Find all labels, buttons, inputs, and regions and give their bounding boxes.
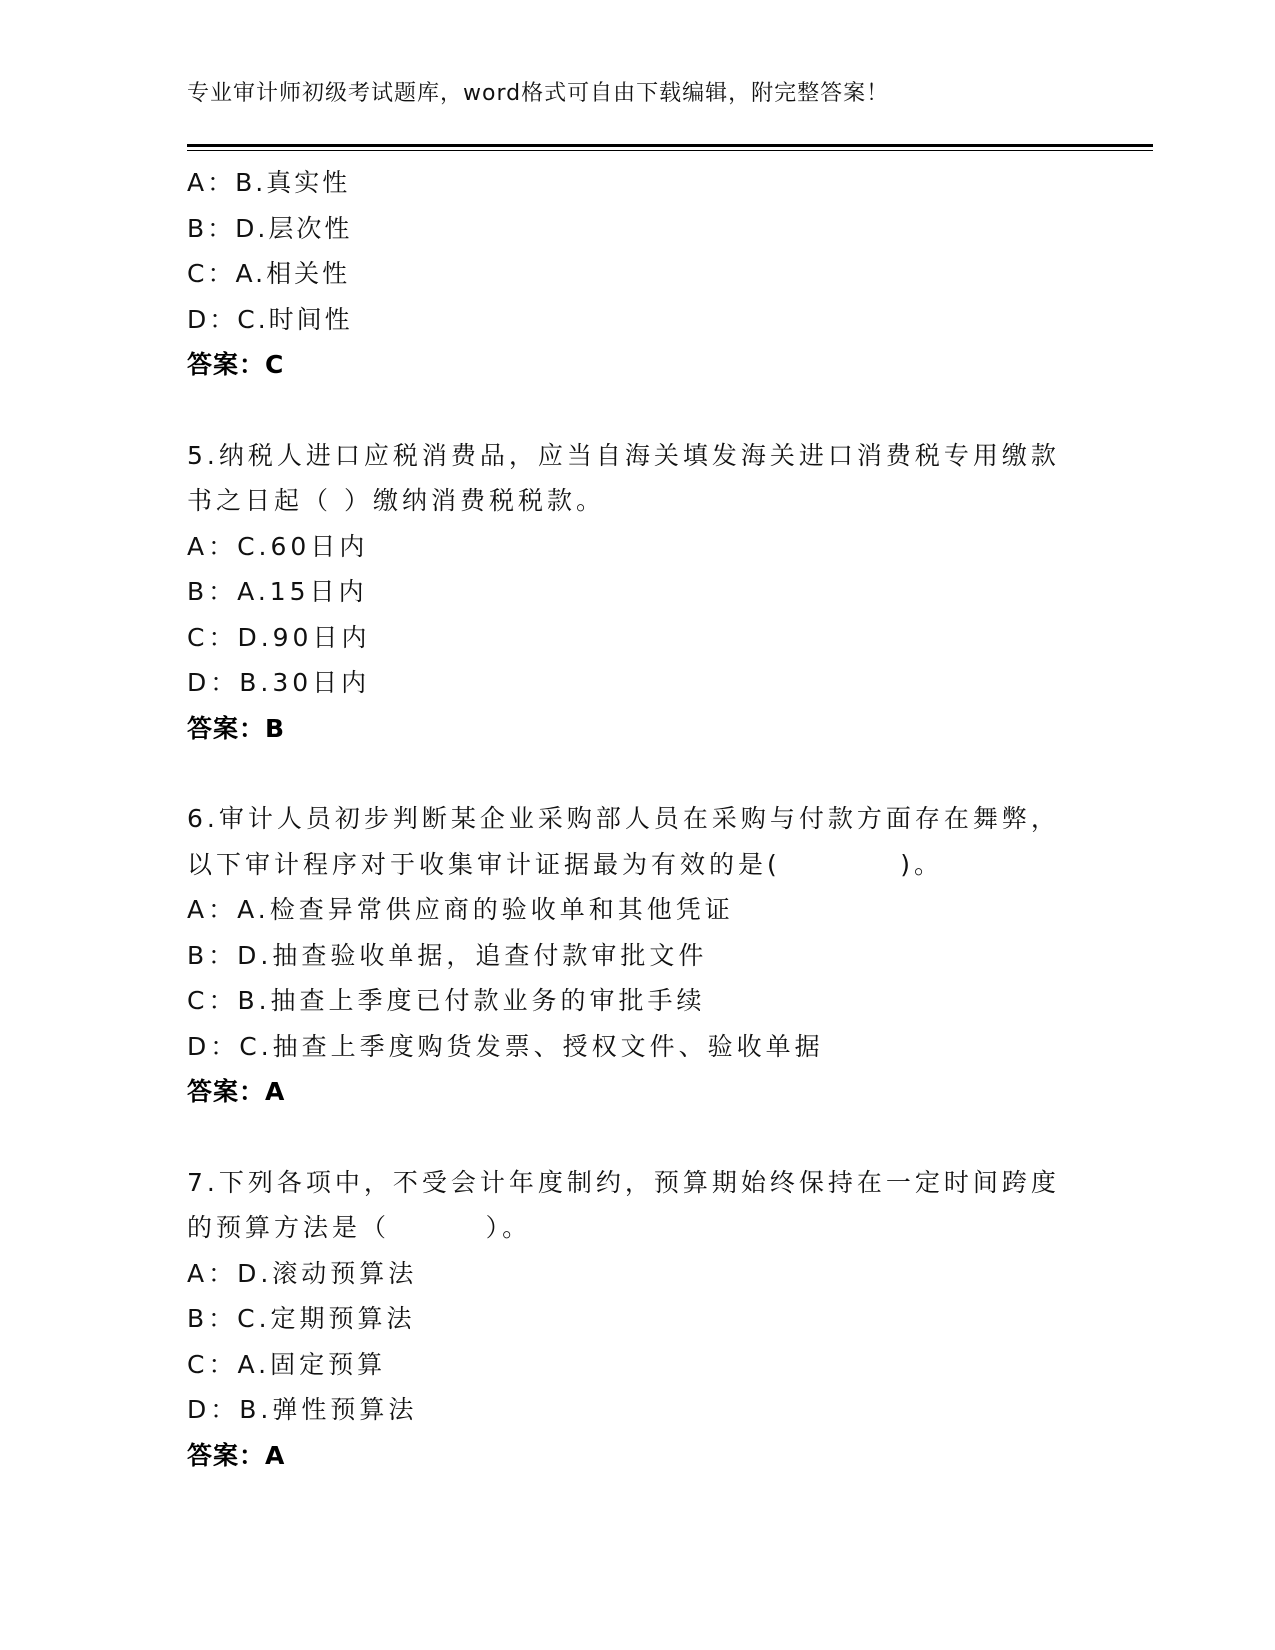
option-c: C：B.抽查上季度已付款业务的审批手续 <box>187 986 706 1015</box>
question-6 <box>187 796 1087 1115</box>
option-b: B：D.抽查验收单据，追查付款审批文件 <box>187 940 708 970</box>
option-c: C：D.90日内 <box>187 622 371 652</box>
option-d: D：B.30日内 <box>187 668 371 697</box>
question-stem-line: 6.审计人员初步判断某企业采购部人员在采购与付款方面存在舞弊， <box>187 804 1060 833</box>
header-rule-thick <box>187 144 1153 147</box>
question-4-continued <box>187 160 1087 388</box>
option-c: C：A.相关性 <box>187 259 351 288</box>
answer: 答案：C <box>187 350 285 379</box>
option-b: B：D.层次性 <box>187 213 353 243</box>
question-stem-line: 的预算方法是（ ）。 <box>187 1213 532 1242</box>
option-c: C：A.固定预算 <box>187 1349 387 1379</box>
question-5 <box>187 433 1087 752</box>
option-a: A：D.滚动预算法 <box>187 1258 418 1288</box>
question-stem-line: 7.下列各项中，不受会计年度制约，预算期始终保持在一定时间跨度 <box>187 1167 1060 1197</box>
option-d: D：C.抽查上季度购货发票、授权文件、验收单据 <box>187 1031 824 1061</box>
option-b: B：C.定期预算法 <box>187 1304 416 1333</box>
question-stem-line: 5.纳税人进口应税消费品，应当自海关填发海关进口消费税专用缴款 <box>187 440 1060 470</box>
option-d: D：C.时间性 <box>187 304 353 334</box>
header-rule-thin <box>187 150 1153 151</box>
question-7 <box>187 1160 1087 1479</box>
answer: 答案：A <box>187 1440 286 1470</box>
page-header: 专业审计师初级考试题库，word格式可自由下载编辑，附完整答案！ <box>187 81 890 106</box>
option-d: D：B.弹性预算法 <box>187 1395 418 1424</box>
document-body <box>187 160 1087 1478</box>
option-a: A：C.60日内 <box>187 531 369 561</box>
question-stem-line: 书之日起（ ）缴纳消费税税款。 <box>187 486 605 515</box>
option-b: B：A.15日内 <box>187 577 368 606</box>
answer: 答案：A <box>187 1077 286 1106</box>
option-a: A：B.真实性 <box>187 168 351 197</box>
question-stem-line: 以下审计程序对于收集审计证据最为有效的是( )。 <box>187 849 943 879</box>
option-a: A：A.检查异常供应商的验收单和其他凭证 <box>187 895 734 924</box>
answer: 答案：B <box>187 713 286 743</box>
